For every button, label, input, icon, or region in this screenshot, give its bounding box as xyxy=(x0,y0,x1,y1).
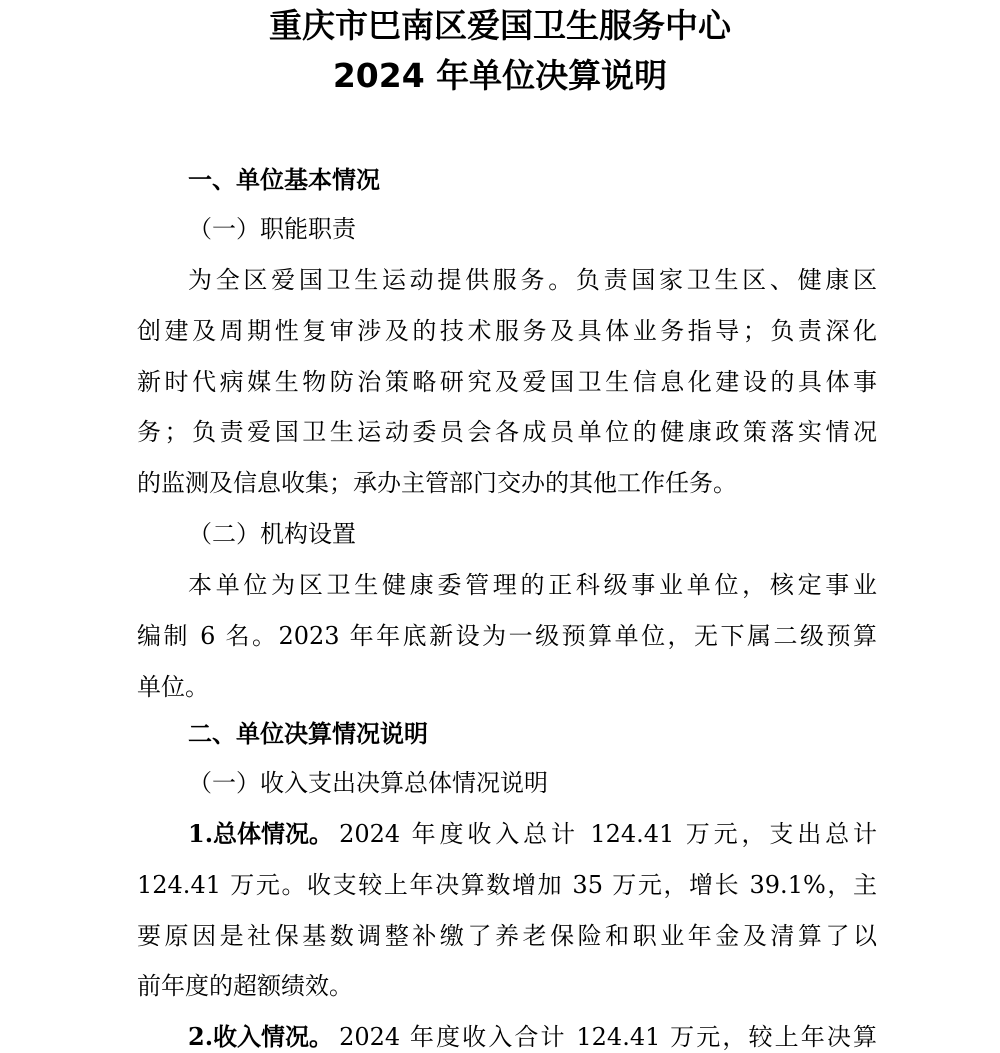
paragraph-line-income xyxy=(188,1021,877,1053)
income-label: 2.收入情况。 xyxy=(188,1022,334,1051)
subsection-heading-organization: （二）机构设置 xyxy=(188,520,356,548)
paragraph-line: 前年度的超额绩效。 xyxy=(137,972,353,1000)
total-text: 2024 年度收入总计 124.41 万元，支出总计 xyxy=(339,820,877,848)
paragraph-line: 要原因是社保基数调整补缴了养老保险和职业年金及清算了以 xyxy=(137,922,877,950)
paragraph-line: 单位。 xyxy=(137,673,209,701)
paragraph-line: 务；负责爱国卫生运动委员会各成员单位的健康政策落实情况 xyxy=(137,418,877,446)
paragraph-line: 新时代病媒生物防治策略研究及爱国卫生信息化建设的具体事 xyxy=(137,368,877,396)
paragraph-line-total xyxy=(188,818,877,850)
total-label: 1.总体情况。 xyxy=(188,819,334,848)
paragraph-line: 为全区爱国卫生运动提供服务。负责国家卫生区、健康区 xyxy=(188,266,877,294)
section-heading-basic-info: 一、单位基本情况 xyxy=(188,166,380,194)
section-heading-budget: 二、单位决算情况说明 xyxy=(188,720,428,748)
paragraph-line: 本单位为区卫生健康委管理的正科级事业单位，核定事业 xyxy=(188,571,877,599)
paragraph-line: 124.41 万元。收支较上年决算数增加 35 万元，增长 39.1%，主 xyxy=(137,871,877,899)
document-subtitle: 2024 年单位决算说明 xyxy=(332,56,668,95)
subsection-heading-income-expense: （一）收入支出决算总体情况说明 xyxy=(188,769,548,797)
document-title: 重庆市巴南区爱国卫生服务中心 xyxy=(269,6,731,45)
subsection-heading-functions: （一）职能职责 xyxy=(188,215,356,243)
paragraph-line: 的监测及信息收集；承办主管部门交办的其他工作任务。 xyxy=(137,469,737,497)
paragraph-line: 编制 6 名。2023 年年底新设为一级预算单位，无下属二级预算 xyxy=(137,622,877,650)
paragraph-line: 创建及周期性复审涉及的技术服务及具体业务指导；负责深化 xyxy=(137,317,877,345)
income-text: 2024 年度收入合计 124.41 万元，较上年决算 xyxy=(339,1023,877,1051)
